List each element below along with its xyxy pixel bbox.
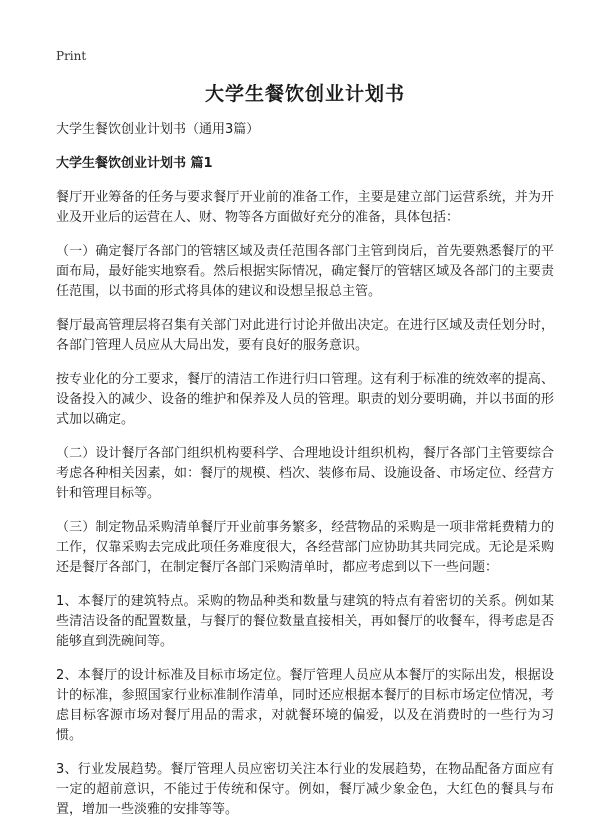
paragraph-intro: 餐厅开业筹备的任务与要求餐厅开业前的准备工作，主要是建立部门运营系统，并为开业及开业后的运营在人、财、物等各方面做好充分的准备，具体包括：	[56, 190, 554, 225]
paragraph-organization-design: （二）设计餐厅各部门组织机构要科学、合理地设计组织机构，餐厅各部门主管要综合考虑各种相关因素，如：餐厅的规模、档次、装修布局、设施设备、市场定位、经营方针和管理目标等。	[56, 446, 554, 501]
paragraph-responsibility-areas: （一）确定餐厅各部门的管辖区域及责任范围各部门主管到岗后，首先要熟悉餐厅的平面布局，最好能实地察看。然后根据实际情况，确定餐厅的管辖区域及各部门的主要责任范围，以书面的形式将具体的建议和设想呈报总主管。	[56, 244, 554, 299]
paragraph-management-decision: 餐厅最高管理层将召集有关部门对此进行讨论并做出决定。在进行区域及责任划分时，各部门管理人员应从大局出发，要有良好的服务意识。	[56, 318, 554, 353]
paragraph-purchase-list: （三）制定物品采购清单餐厅开业前事务繁多，经营物品的采购是一项非常耗费精力的工作，仅靠采购去完成此项任务难度很大，各经营部门应协助其共同完成。无论是采购还是餐厅各部门，在制定餐厅各部门采购清单时，都应考虑到以下一些问题：	[56, 520, 554, 575]
section-heading: 大学生餐饮创业计划书 篇1	[56, 156, 213, 171]
print-link[interactable]: Print	[56, 49, 87, 63]
paragraph-design-standards: 2、本餐厅的设计标准及目标市场定位。餐厅管理人员应从本餐厅的实际出发，根据设计的标准，参照国家行业标准制作清单，同时还应根据本餐厅的目标市场定位情况，考虑目标客源市场对餐厅用品的需求，对就餐环境的偏爱，以及在消费时的一些行为习惯。	[56, 668, 554, 743]
paragraph-building-features: 1、本餐厅的建筑特点。采购的物品种类和数量与建筑的特点有着密切的关系。例如某些清洁设备的配置数量，与餐厅的餐位数量直接相关，再如餐厅的收餐车，得考虑是否能够直到洗碗间等。	[56, 594, 554, 649]
paragraph-cleaning-management: 按专业化的分工要求，餐厅的清洁工作进行归口管理。这有利于标准的统效率的提高、设备投入的减少、设备的维护和保养及人员的管理。职责的划分要明确，并以书面的形式加以确定。	[56, 372, 554, 427]
document-subtitle: 大学生餐饮创业计划书（通用3篇）	[56, 122, 260, 137]
paragraph-industry-trends: 3、行业发展趋势。餐厅管理人员应密切关注本行业的发展趋势，在物品配备方面应有一定的超前意识，不能过于传统和保守。例如，餐厅减少象金色，大红色的餐具与布置，增加一些淡雅的安排等等。	[56, 762, 554, 817]
page-title: 大学生餐饮创业计划书	[204, 83, 405, 105]
